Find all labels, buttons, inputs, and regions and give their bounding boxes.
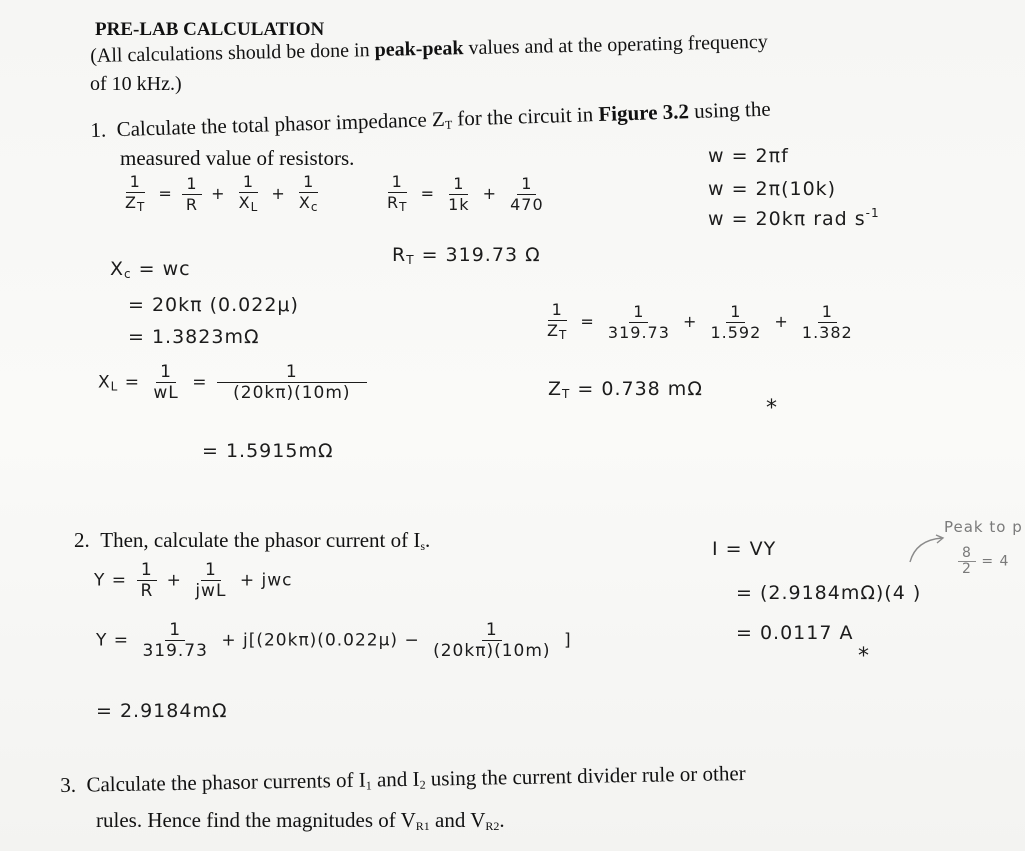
question-3-text-b: and I	[371, 766, 420, 792]
xl-result: = 1.5915mΩ	[202, 440, 334, 462]
xc-subscript: c	[124, 267, 132, 281]
plus-sign: +	[166, 570, 182, 591]
question-3-sub-2: 2	[419, 777, 426, 792]
frac-num: 1	[388, 172, 407, 193]
equals-sign: =	[420, 184, 435, 203]
frac-den	[121, 193, 149, 217]
frac-1-over-31973-y	[138, 620, 211, 661]
question-2	[74, 528, 430, 558]
current-answer-star: *	[858, 644, 870, 669]
xl-formula	[98, 362, 370, 403]
frac-num: 1	[299, 172, 318, 193]
question-2-subscript: s	[420, 539, 426, 553]
equals-sign: =	[118, 372, 140, 393]
question-1-text-c: using the	[688, 96, 771, 124]
peak-note: Peak to p	[944, 518, 1023, 536]
frac-num: 1	[517, 174, 536, 195]
den-text: R	[387, 193, 400, 212]
frac-den: wL	[153, 383, 179, 403]
peak-result: = 4	[975, 553, 1010, 570]
frac-den	[543, 321, 571, 345]
frac-1-over-31973	[604, 302, 674, 343]
omega-definition: w = 2πf	[708, 145, 789, 167]
current-substitution: = (2.9184mΩ)(4 )	[736, 582, 922, 604]
y-lhs: Y =	[96, 630, 136, 651]
instructions-text-a: (All calculations should be done in	[90, 39, 375, 67]
den-text: Z	[547, 321, 559, 340]
frac-num: 1	[726, 302, 745, 323]
frac-1-over-1k	[444, 174, 473, 215]
zt-subscript: T	[562, 387, 571, 401]
frac-1-over-zt	[121, 172, 149, 217]
frac-den: R	[140, 581, 154, 601]
y-lhs: Y =	[94, 570, 134, 591]
omega-value-text: w = 20kπ rad s	[708, 208, 866, 230]
frac-den: (20kπ)(10m)	[233, 383, 351, 403]
frac-den: 470	[510, 195, 544, 214]
frac-den: (20kπ)(10m)	[433, 641, 551, 661]
equals-sign: =	[192, 372, 208, 393]
frac-num: 1	[201, 560, 221, 581]
equals-sign: =	[158, 184, 173, 203]
frac-1-over-20kpi-10m	[429, 620, 554, 661]
question-3-sub-3: R1	[415, 819, 430, 833]
rt-formula	[380, 172, 551, 217]
omega-substitution: w = 2π(10k)	[708, 178, 837, 200]
question-1-subscript: T	[444, 117, 453, 132]
question-3-number: 3.	[60, 772, 77, 797]
frac-den: 319.73	[142, 641, 208, 661]
rt-result	[392, 244, 541, 267]
zt-symbol: Z	[548, 378, 563, 400]
y-bracket-close: ]	[563, 630, 572, 651]
question-3-text-e: and V	[429, 808, 486, 832]
frac-8-over-2	[958, 546, 976, 577]
frac-den: 1k	[448, 195, 470, 214]
xc-line-1	[110, 258, 191, 281]
frac-1-over-rt	[383, 172, 411, 217]
question-2-text: Then, calculate the phasor current of I	[100, 528, 421, 552]
rt-value: = 319.73 Ω	[414, 244, 541, 266]
question-1-line-1	[90, 97, 771, 148]
frac-num: 1	[126, 172, 145, 193]
frac-1-over-1382	[798, 302, 857, 343]
den-text: X	[298, 193, 311, 212]
admittance-result: = 2.9184mΩ	[96, 700, 228, 722]
admittance-substitution	[96, 620, 572, 661]
frac-num: 8	[958, 546, 976, 562]
frac-1-over-xl	[235, 172, 263, 217]
frac-den	[383, 193, 411, 217]
den-sub: T	[558, 328, 568, 342]
zt-value: = 0.738 mΩ	[570, 378, 703, 400]
frac-1-over-wl	[149, 362, 182, 403]
frac-den: 1.382	[801, 323, 853, 342]
den-text: Z	[125, 193, 137, 212]
plus-sign: +	[682, 312, 698, 331]
frac-num: 1	[239, 172, 258, 193]
question-3-text-c: using the current divider rule or other	[425, 761, 746, 791]
question-2-period: .	[425, 528, 431, 552]
frac-1-over-r	[182, 174, 202, 215]
frac-num: 1	[165, 620, 185, 641]
zt-answer-star: *	[766, 396, 778, 421]
frac-num: 1	[629, 302, 648, 323]
frac-den	[295, 193, 323, 217]
frac-num: 1	[156, 362, 176, 383]
den-sub: T	[399, 200, 408, 214]
frac-xl-numeric	[217, 362, 367, 403]
plus-sign: +	[211, 184, 226, 203]
zt-numeric-formula	[540, 300, 860, 345]
peak-fraction	[958, 546, 1009, 577]
instructions-bold: peak-peak	[374, 37, 464, 62]
question-3-text-a: Calculate the phasor currents of I	[86, 767, 366, 797]
question-1-number: 1.	[90, 117, 107, 142]
den-sub: c	[310, 200, 319, 214]
den-sub: L	[250, 200, 259, 214]
zt-result	[548, 378, 703, 401]
frac-1-over-xc	[295, 172, 323, 217]
question-1-text-b: for the circuit in	[451, 102, 599, 131]
instructions-text-b: values and at the operating frequency	[463, 30, 768, 60]
question-1-line-2: measured value of resistors.	[120, 146, 355, 170]
question-1-text-a: Calculate the total phasor impedance Z	[116, 106, 446, 142]
frac-num: 1	[818, 302, 837, 323]
frac-num: 1	[449, 174, 468, 195]
question-3-sub-4: R2	[485, 819, 500, 833]
plus-sign: +	[271, 184, 286, 203]
question-2-number: 2.	[74, 528, 90, 552]
frac-num: 1	[482, 620, 502, 641]
admittance-definition	[94, 560, 292, 601]
frac-den: 2	[962, 561, 972, 577]
peak-arrow-icon	[906, 534, 946, 564]
omega-value	[708, 206, 880, 230]
plus-sign: +	[774, 312, 789, 331]
frac-1-over-1592	[706, 302, 765, 343]
equals-sign: =	[580, 312, 595, 331]
impedance-formula	[118, 172, 325, 217]
xc-formula: = wc	[131, 258, 191, 280]
frac-num: 1	[182, 174, 201, 195]
frac-1-over-470	[506, 174, 548, 215]
frac-num: 1	[217, 362, 367, 383]
question-3-line-1	[60, 761, 746, 803]
frac-1-over-zt-2	[543, 300, 571, 345]
rt-subscript: T	[406, 253, 415, 267]
xl-subscript: L	[110, 379, 119, 394]
plus-sign: +	[482, 184, 498, 203]
omega-exponent: -1	[865, 206, 880, 220]
frac-den: 1.592	[710, 323, 762, 342]
xc-line-2: = 20kπ (0.022μ)	[128, 294, 299, 316]
instructions-line-2: of 10 kHz.)	[90, 73, 182, 95]
question-3-sub-1: 1	[365, 778, 372, 793]
den-text: X	[238, 193, 251, 212]
rt-symbol: R	[392, 244, 407, 266]
frac-den	[235, 193, 263, 217]
frac-den: 319.73	[607, 323, 670, 342]
frac-den: R	[185, 195, 199, 214]
question-3-line-2	[96, 808, 505, 838]
den-sub: T	[136, 200, 146, 214]
question-3-period: .	[499, 808, 505, 832]
section-title: PRE-LAB CALCULATION	[95, 19, 325, 40]
frac-num: 1	[548, 300, 567, 321]
frac-num: 1	[137, 560, 157, 581]
y-jwc-term: + jwc	[239, 570, 293, 591]
question-1-figure-ref: Figure 3.2	[598, 99, 690, 127]
frac-1-over-r-y	[136, 560, 157, 601]
xc-symbol: X	[110, 258, 125, 280]
question-3-text-d: rules. Hence find the magnitudes of V	[96, 808, 416, 832]
current-formula: I = VY	[712, 538, 777, 560]
frac-den: jwL	[195, 581, 227, 601]
current-result: = 0.0117 A	[736, 622, 854, 644]
xl-symbol: X	[98, 372, 111, 393]
frac-1-over-jwl	[191, 560, 230, 601]
xc-line-3: = 1.3823mΩ	[128, 326, 260, 348]
y-imag-part: + j[(20kπ)(0.022μ) −	[221, 630, 427, 651]
